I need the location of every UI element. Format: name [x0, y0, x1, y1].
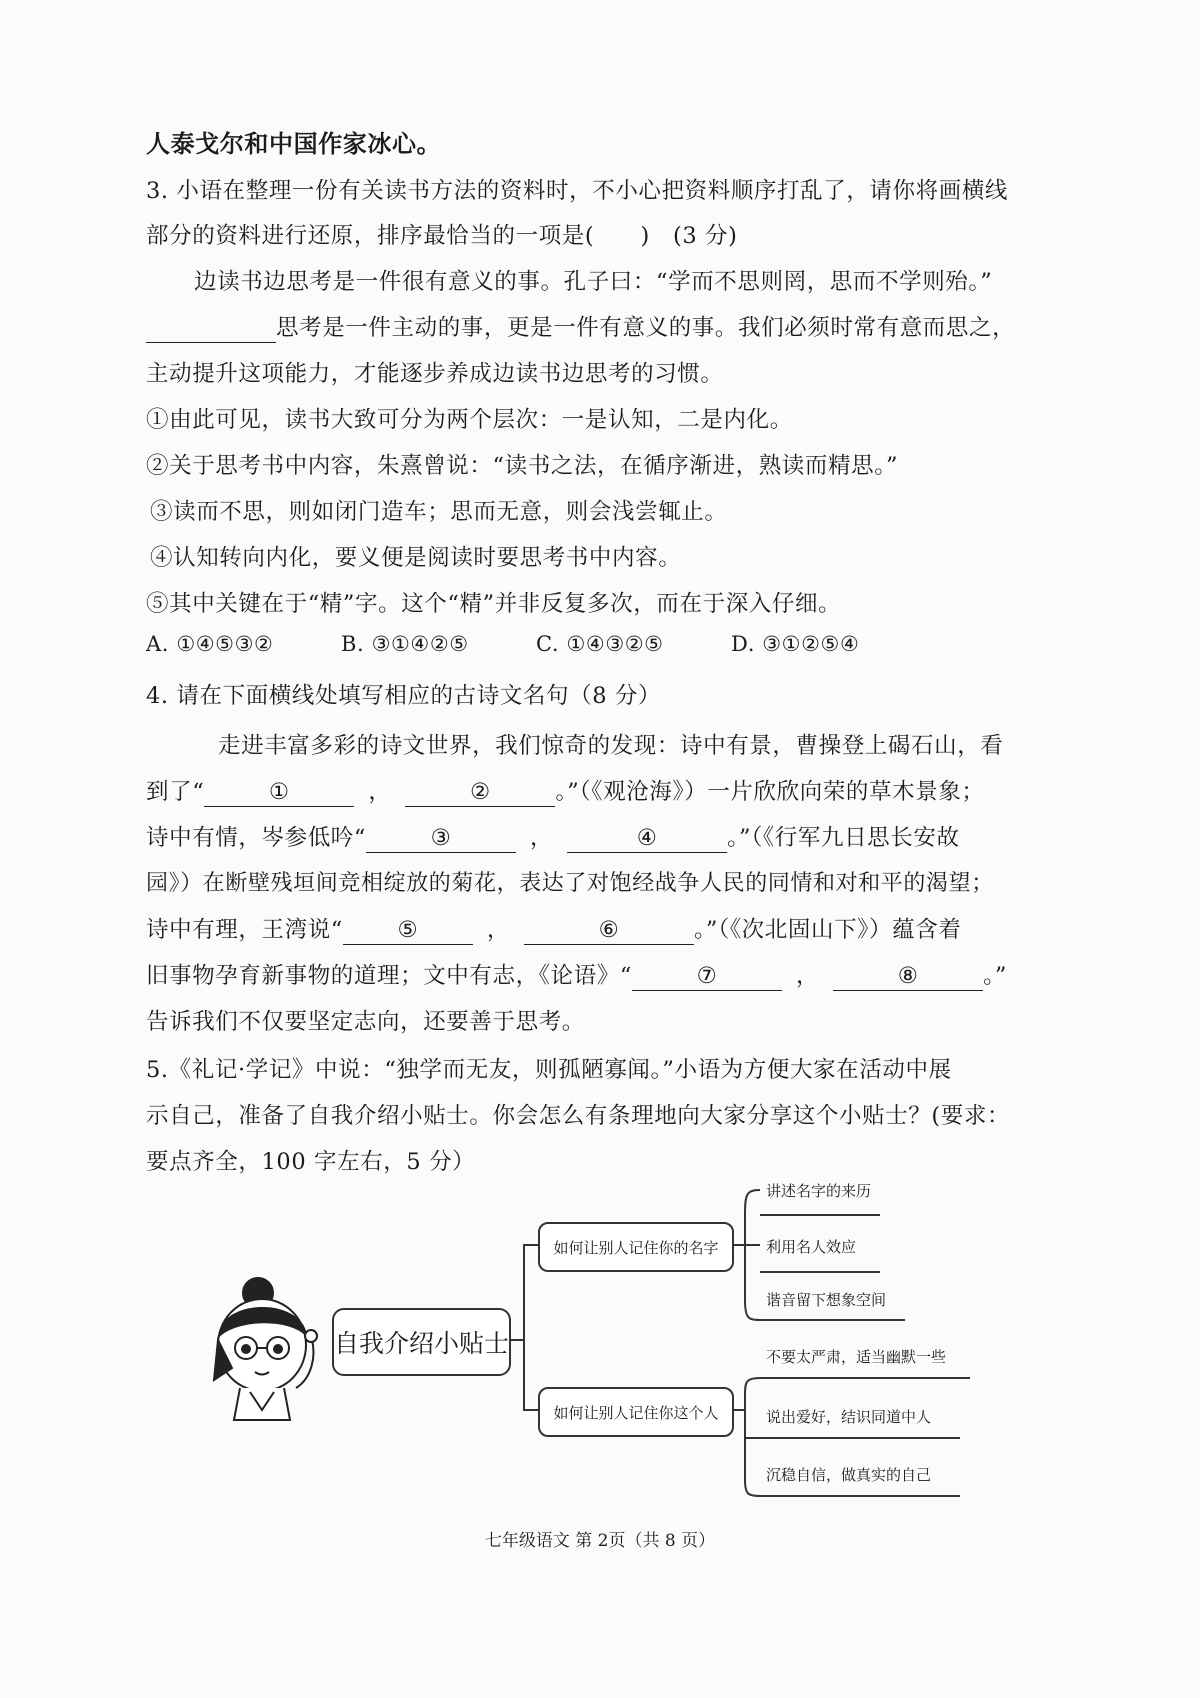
q4-blank-7[interactable]: ⑦: [632, 964, 782, 991]
mindmap-leaf-hobbies: 说出爱好，结识同道中人: [766, 1408, 932, 1426]
q3-item-1: ①由此可见，读书大致可分为两个层次：一是认知，二是内化。: [146, 407, 793, 433]
q3-option-d[interactable]: D. ③①②⑤④: [731, 632, 860, 656]
q3-passage-line2: 思考是一件主动的事，更是一件有意义的事。我们必须时常有意而思之，: [146, 310, 1015, 343]
page-footer: 七年级语文 第 2页（共 8 页）: [484, 1531, 716, 1551]
q4-line2: 到了“ ① ， ② 。”（《观沧海》）一片欣欣向荣的草木景象；: [146, 779, 985, 805]
q5-line3: 要点齐全，100 字左右，5 分）: [146, 1149, 476, 1175]
q3-option-a[interactable]: A. ①④⑤③②: [146, 632, 274, 656]
continuation-line: 人泰戈尔和中国作家冰心。: [146, 129, 442, 158]
q4-blank-8[interactable]: ⑧: [833, 964, 983, 991]
mindmap-leaf-humor: 不要太严肃，适当幽默一些: [766, 1348, 947, 1366]
mindmap-leaf-name-origin: 讲述名字的来历: [766, 1182, 872, 1200]
q4-blank-5[interactable]: ⑤: [343, 918, 473, 945]
q4-line4: 园》）在断壁残垣间竞相绽放的菊花，表达了对饱经战争人民的同情和对和平的渴望；: [146, 871, 994, 896]
q4-blank-3[interactable]: ③: [366, 826, 516, 853]
mindmap-leaf-celebrity-effect: 利用名人效应: [766, 1238, 857, 1256]
q4-blank-4[interactable]: ④: [567, 826, 727, 853]
q3-item-4: ④认知转向内化，要义便是阅读时要思考书中内容。: [150, 545, 682, 571]
mindmap-leaf-confidence: 沉稳自信，做真实的自己: [766, 1466, 932, 1484]
q3-item-5: ⑤其中关键在于“精”字。这个“精”并非反复多次，而在于深入仔细。: [146, 591, 842, 617]
q3-answer-blank[interactable]: [146, 316, 276, 343]
q4-line3: 诗中有情，岑参低吟“ ③ ， ④ 。”（《行军九日思长安故: [146, 825, 960, 851]
q3-item-2: ②关于思考书中内容，朱熹曾说：“读书之法，在循序渐进，熟读而精思。”: [146, 453, 899, 479]
q3-option-c[interactable]: C. ①④③②⑤: [536, 632, 664, 656]
mindmap-branch-person: 如何让别人记住你这个人: [538, 1387, 734, 1437]
q4-blank-1[interactable]: ①: [204, 780, 354, 807]
q4-line5: 诗中有理，王湾说“ ⑤ ， ⑥ 。”（《次北固山下》）蕴含着: [146, 917, 962, 943]
girl-illustration-icon: [214, 1278, 317, 1420]
q3-stem-line1: 3. 小语在整理一份有关读书方法的资料时，不小心把资料顺序打乱了，请你将画横线: [146, 178, 1009, 204]
q5-line2: 示自己，准备了自我介绍小贴士。你会怎么有条理地向大家分享这个小贴士？(要求：: [146, 1103, 1011, 1129]
mindmap-leaf-homophone: 谐音留下想象空间: [766, 1291, 887, 1309]
q5-line1: 5.《礼记·学记》中说：“独学而无友，则孤陋寡闻。”小语为方便大家在活动中展: [146, 1057, 952, 1083]
q3-stem-line2: 部分的资料进行还原，排序最恰当的一项是( ) (3 分): [146, 223, 738, 249]
q4-line1: 走进丰富多彩的诗文世界，我们惊奇的发现：诗中有景，曹操登上碣石山，看: [218, 733, 1004, 759]
q4-title: 4. 请在下面横线处填写相应的古诗文名句（8 分）: [146, 683, 662, 709]
q4-blank-6[interactable]: ⑥: [524, 918, 694, 945]
q3-passage-line3: 主动提升这项能力，才能逐步养成边读书边思考的习惯。: [146, 361, 724, 387]
q3-item-3: ③读而不思，则如闭门造车；思而无意，则会浅尝辄止。: [150, 499, 728, 525]
mindmap-root-node: 自我介绍小贴士: [332, 1308, 511, 1376]
mindmap-branch-name: 如何让别人记住你的名字: [538, 1222, 734, 1272]
q4-line7: 告诉我们不仅要坚定志向，还要善于思考。: [146, 1009, 585, 1035]
q3-options: [146, 632, 859, 656]
q4-line6: 旧事物孕育新事物的道理；文中有志，《论语》“ ⑦ ， ⑧ 。”: [146, 963, 1008, 989]
q4-blank-2[interactable]: ②: [405, 780, 555, 807]
q3-passage-line1: 边读书边思考是一件很有意义的事。孔子曰：“学而不思则罔，思而不学则殆。”: [194, 269, 993, 295]
q3-option-b[interactable]: B. ③①④②⑤: [341, 632, 469, 656]
